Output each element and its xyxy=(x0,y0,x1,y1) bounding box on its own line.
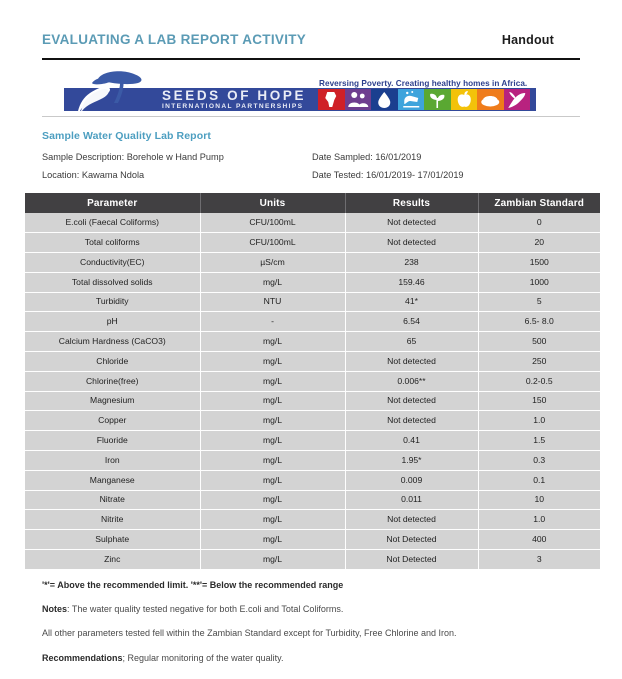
cell-standard: 1.0 xyxy=(478,411,600,431)
cell-standard: 20 xyxy=(478,233,600,253)
cell-standard: 5 xyxy=(478,292,600,312)
cell-result: 238 xyxy=(345,253,478,273)
cell-result: Not detected xyxy=(345,510,478,530)
cell-parameter: Chlorine(free) xyxy=(25,371,200,391)
recommendations-line xyxy=(42,653,587,665)
sample-description: Sample Description: Borehole w Hand Pump xyxy=(42,152,224,162)
cell-units: mg/L xyxy=(200,470,345,490)
cell-parameter: Iron xyxy=(25,451,200,471)
cell-result: Not Detected xyxy=(345,530,478,550)
cell-units: mg/L xyxy=(200,451,345,471)
cell-units: mg/L xyxy=(200,411,345,431)
community-people-icon xyxy=(345,89,372,110)
table-row xyxy=(25,431,600,451)
cell-units: mg/L xyxy=(200,352,345,372)
table-row xyxy=(25,233,600,253)
cell-units: mg/L xyxy=(200,431,345,451)
cell-parameter: Total dissolved solids xyxy=(25,272,200,292)
cell-units: mg/L xyxy=(200,490,345,510)
cell-units: µS/cm xyxy=(200,253,345,273)
water-drop-icon xyxy=(371,89,398,110)
document-kind-label: Handout xyxy=(501,33,554,47)
hand-washing-icon xyxy=(398,89,425,110)
organization-banner xyxy=(64,67,536,111)
date-sampled: Date Sampled: 16/01/2019 xyxy=(312,152,422,162)
cell-standard: 400 xyxy=(478,530,600,550)
cell-result: 1.95* xyxy=(345,451,478,471)
cell-standard: 3 xyxy=(478,550,600,570)
cell-units: NTU xyxy=(200,292,345,312)
table-row xyxy=(25,391,600,411)
cell-result: 159.46 xyxy=(345,272,478,292)
cell-parameter: Magnesium xyxy=(25,391,200,411)
cell-standard: 0 xyxy=(478,213,600,233)
dove-hope-icon xyxy=(504,89,531,110)
table-row xyxy=(25,352,600,372)
cell-units: mg/L xyxy=(200,391,345,411)
cell-units: mg/L xyxy=(200,371,345,391)
column-header-units: Units xyxy=(200,193,345,213)
cell-parameter: Conductivity(EC) xyxy=(25,253,200,273)
notes-line-2: All other parameters tested fell within the Zambian Standard except for Turbidity, Free Chlorine and Iron. xyxy=(42,628,457,639)
cell-units: mg/L xyxy=(200,510,345,530)
cell-parameter: E.coli (Faecal Coliforms) xyxy=(25,213,200,233)
cell-result: 0.41 xyxy=(345,431,478,451)
table-body xyxy=(25,213,600,569)
recommendations-label: Recommendations xyxy=(42,652,123,663)
report-footnotes xyxy=(42,580,587,677)
table-row xyxy=(25,371,600,391)
page-header xyxy=(42,32,578,56)
water-quality-results-table xyxy=(25,193,600,569)
cell-standard: 10 xyxy=(478,490,600,510)
cell-units: mg/L xyxy=(200,332,345,352)
cell-parameter: Turbidity xyxy=(25,292,200,312)
recommendations-text: ; Regular monitoring of the water quality. xyxy=(122,652,284,663)
table-row xyxy=(25,490,600,510)
cell-parameter: Total coliforms xyxy=(25,233,200,253)
cell-standard: 150 xyxy=(478,391,600,411)
cell-parameter: Nitrate xyxy=(25,490,200,510)
mission-icon-strip xyxy=(318,89,530,110)
table-row xyxy=(25,550,600,570)
cell-units: mg/L xyxy=(200,550,345,570)
table-row xyxy=(25,510,600,530)
table-header-row xyxy=(25,193,600,213)
cell-result: Not detected xyxy=(345,213,478,233)
cell-result: Not detected xyxy=(345,411,478,431)
cell-standard: 0.3 xyxy=(478,451,600,471)
cell-standard: 6.5- 8.0 xyxy=(478,312,600,332)
column-header-parameter: Parameter xyxy=(25,193,200,213)
apple-nutrition-icon xyxy=(451,89,478,110)
plant-seedling-icon xyxy=(424,89,451,110)
report-meta xyxy=(42,152,582,181)
cell-result: 0.011 xyxy=(345,490,478,510)
column-header-zambian-standard: Zambian Standard xyxy=(478,193,600,213)
cell-standard: 0.2-0.5 xyxy=(478,371,600,391)
table-row xyxy=(25,451,600,471)
date-tested: Date Tested: 16/01/2019- 17/01/2019 xyxy=(312,169,464,180)
cell-result: Not Detected xyxy=(345,550,478,570)
cell-result: 65 xyxy=(345,332,478,352)
africa-map-icon xyxy=(318,89,345,110)
cell-result: Not detected xyxy=(345,391,478,411)
notes-line-1 xyxy=(42,604,587,616)
cell-parameter: Copper xyxy=(25,411,200,431)
cell-units: mg/L xyxy=(200,272,345,292)
table-row xyxy=(25,530,600,550)
cell-result: Not detected xyxy=(345,233,478,253)
cell-result: Not detected xyxy=(345,352,478,372)
cell-standard: 0.1 xyxy=(478,470,600,490)
sample-location: Location: Kawama Ndola xyxy=(42,169,145,180)
column-header-results: Results xyxy=(345,193,478,213)
cell-parameter: Chloride xyxy=(25,352,200,372)
cell-parameter: Fluoride xyxy=(25,431,200,451)
table-row xyxy=(25,292,600,312)
table-row xyxy=(25,272,600,292)
table-row xyxy=(25,312,600,332)
organization-subtitle: INTERNATIONAL PARTNERSHIPS xyxy=(162,102,304,110)
cell-result: 0.009 xyxy=(345,470,478,490)
cell-standard: 1.5 xyxy=(478,431,600,451)
cell-standard: 1000 xyxy=(478,272,600,292)
cell-standard: 500 xyxy=(478,332,600,352)
cell-parameter: pH xyxy=(25,312,200,332)
page-title: EVALUATING A LAB REPORT ACTIVITY xyxy=(42,32,307,47)
cell-parameter: Calcium Hardness (CaCO3) xyxy=(25,332,200,352)
cell-parameter: Sulphate xyxy=(25,530,200,550)
table-row xyxy=(25,470,600,490)
table-row xyxy=(25,411,600,431)
notes-label: Notes xyxy=(42,604,68,615)
bread-food-icon xyxy=(477,89,504,110)
notes-text: : The water quality tested negative for both E.coli and Total Coliforms. xyxy=(67,604,344,615)
asterisk-legend: '*'= Above the recommended limit. '**'= Below the recommended range xyxy=(42,580,344,590)
cell-standard: 1.0 xyxy=(478,510,600,530)
cell-result: 6.54 xyxy=(345,312,478,332)
cell-units: CFU/100mL xyxy=(200,233,345,253)
banner-divider xyxy=(42,116,580,117)
cell-result: 41* xyxy=(345,292,478,312)
cell-units: - xyxy=(200,312,345,332)
cell-standard: 250 xyxy=(478,352,600,372)
cell-result: 0.006** xyxy=(345,371,478,391)
cell-units: CFU/100mL xyxy=(200,213,345,233)
cell-standard: 1500 xyxy=(478,253,600,273)
organization-tagline: Reversing Poverty. Creating healthy homes in Africa. xyxy=(319,79,528,88)
cell-parameter: Manganese xyxy=(25,470,200,490)
table-row xyxy=(25,332,600,352)
cell-parameter: Nitrite xyxy=(25,510,200,530)
acacia-tree-logo-icon xyxy=(78,67,158,111)
table-row xyxy=(25,253,600,273)
table-row xyxy=(25,213,600,233)
report-heading: Sample Water Quality Lab Report xyxy=(42,130,211,142)
cell-parameter: Zinc xyxy=(25,550,200,570)
cell-units: mg/L xyxy=(200,530,345,550)
organization-name: SEEDS OF HOPE xyxy=(162,88,307,103)
header-divider xyxy=(42,58,580,60)
